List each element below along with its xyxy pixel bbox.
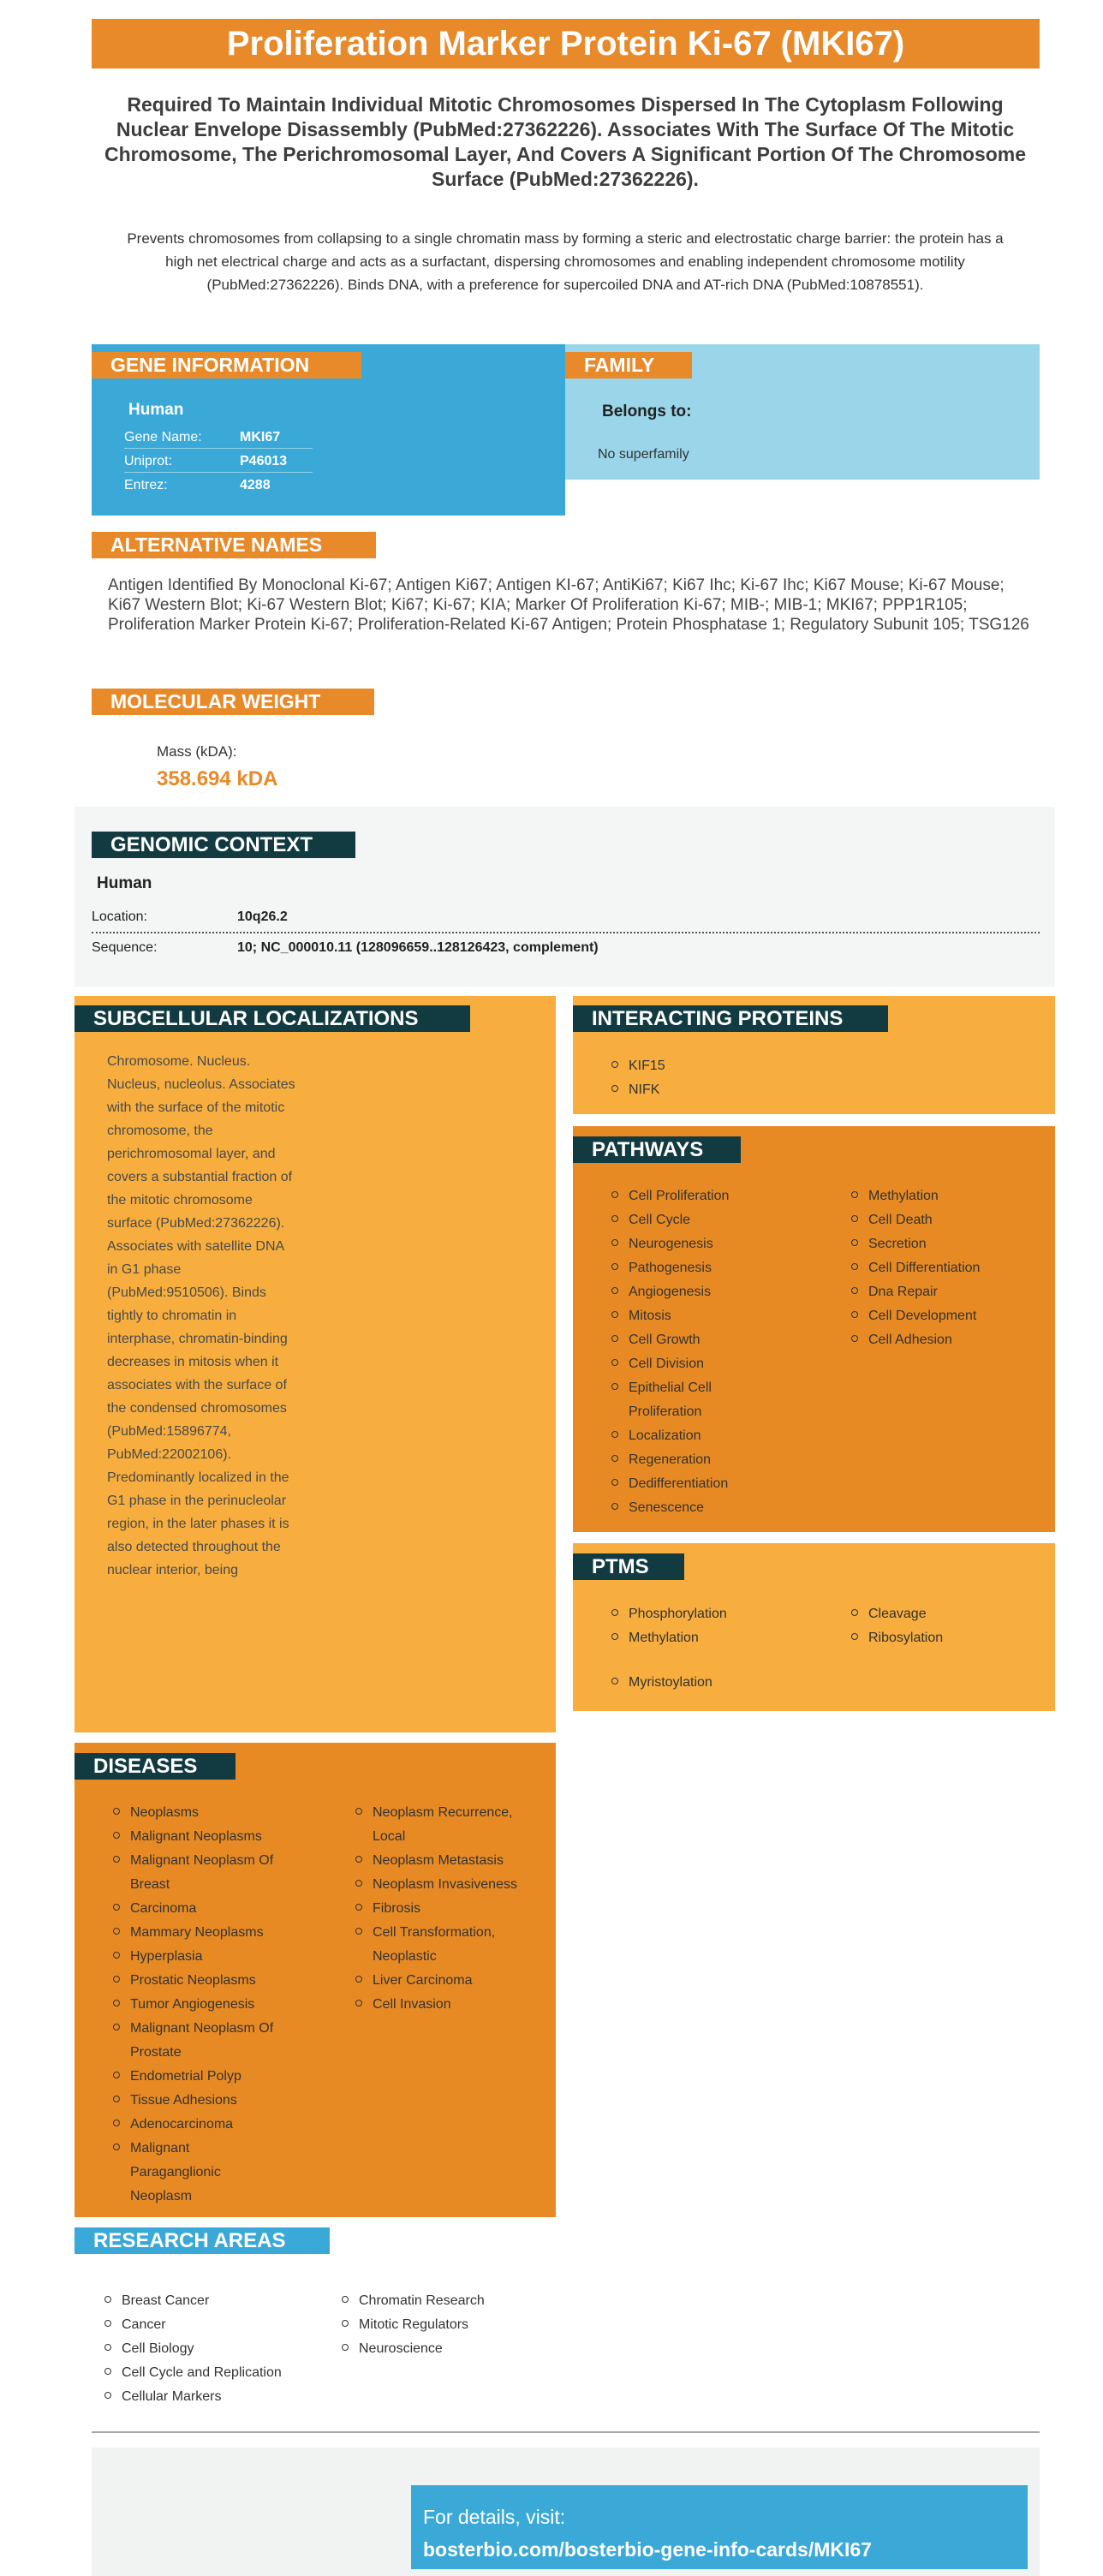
ptms-list-2 [850, 1602, 943, 1650]
list-item: Malignant Paraganglionic Neoplasm [111, 2137, 231, 2209]
molecular-weight-header: MOLECULAR WEIGHT [92, 689, 374, 715]
list-item: Phosphorylation [610, 1602, 727, 1626]
details-callout[interactable] [411, 2485, 1028, 2569]
gene-name-label: Gene Name: [124, 430, 202, 444]
family-value: No superfamily [598, 447, 689, 462]
entrez-label: Entrez: [124, 478, 168, 492]
list-item: Tissue Adhesions [111, 2089, 325, 2113]
research-areas-list-1 [103, 2289, 282, 2409]
page-title: Proliferation Marker Protein Ki-67 (MKI67) [92, 19, 1040, 69]
list-item: Cell Growth [610, 1328, 828, 1352]
list-item: Carcinoma [111, 1897, 325, 1921]
list-item: Cell Proliferation [610, 1184, 828, 1208]
list-item: Cell Cycle [610, 1208, 828, 1232]
sequence-row [92, 933, 1040, 963]
list-item: Myristoylation [610, 1671, 712, 1695]
genomic-context-header: GENOMIC CONTEXT [92, 832, 355, 858]
list-item: Ribosylation [850, 1626, 943, 1650]
list-item: Endometrial Polyp [111, 2065, 325, 2089]
sequence-value: 10; NC_000010.11 (128096659..128126423, complement) [237, 940, 599, 955]
list-item: KIF15 [610, 1054, 665, 1078]
list-item: NIFK [610, 1078, 665, 1102]
list-item: Cell Biology [103, 2337, 282, 2361]
list-item: Cell Development [850, 1304, 1046, 1328]
ptms-list-3 [610, 1671, 712, 1695]
list-item: Regeneration [610, 1448, 828, 1472]
interacting-proteins-header: INTERACTING PROTEINS [573, 1005, 888, 1032]
list-item: Cell Adhesion [850, 1328, 1046, 1352]
list-item: Pathogenesis [610, 1256, 828, 1280]
list-item: Chromatin Research [340, 2289, 485, 2313]
list-item: Epithelial Cell Proliferation [610, 1376, 738, 1424]
ptms-list-1 [610, 1602, 727, 1650]
protein-summary: Required To Maintain Individual Mitotic Chromosomes Dispersed In The Cytoplasm Following Nuclear Envelope Disassembly (PubMed:27362226). Associates With The Surface Of The Mitotic Chromosome, The Perichromosomal Layer, And Covers A Significant Portion Of The Chromosome Surface (PubMed:27362226). [104, 93, 1027, 190]
footer-divider [92, 2431, 1040, 2433]
list-item: Neoplasm Recurrence, Local [354, 1801, 534, 1849]
list-item: Mitotic Regulators [340, 2313, 485, 2337]
list-item: Neoplasm Invasiveness [354, 1873, 551, 1897]
list-item: Malignant Neoplasm Of Breast [111, 1849, 308, 1897]
gene-name-value: MKI67 [240, 430, 281, 444]
list-item: Cell Death [850, 1208, 1046, 1232]
list-item: Senescence [610, 1496, 828, 1520]
research-areas-header: RESEARCH AREAS [75, 2227, 330, 2254]
list-item: Cell Cycle and Replication [103, 2361, 282, 2385]
gene-information-header: GENE INFORMATION [92, 352, 361, 379]
sequence-label: Sequence: [92, 940, 158, 955]
pathways-list-2 [850, 1184, 1046, 1352]
mass-value: 358.694 kDA [157, 767, 278, 790]
list-item: Methylation [610, 1626, 727, 1650]
details-label: For details, visit: [423, 2506, 566, 2528]
list-item: Adenocarcinoma [111, 2113, 325, 2137]
list-item: Fibrosis [354, 1897, 551, 1921]
list-item: Malignant Neoplasm Of Prostate [111, 2017, 308, 2065]
list-item: Neoplasm Metastasis [354, 1849, 551, 1873]
diseases-list-2 [354, 1801, 551, 2017]
ptms-header: PTMS [573, 1553, 684, 1580]
list-item: Neuroscience [340, 2337, 485, 2361]
mass-label: Mass (kDA): [157, 743, 237, 760]
alternative-names-text: Antigen Identified By Monoclonal Ki-67; Antigen Ki67; Antigen KI-67; AntiKi67; Ki67 Ihc; Ki-67 Ihc; Ki67 Mouse; Ki-67 Mouse; Ki67 Western Blot; Ki-67 Western Blot; Ki67; Ki-67; KIA; Marker Of Proliferation Ki-67; MIB-; MIB-1; MKI67; PPP1R105; Proliferation Marker Protein Ki-67; Proliferation-Related Ki-67 Antigen; Protein Phosphatase 1; Regulatory Subunit 105; TSG126 [108, 576, 1029, 634]
family-header: FAMILY [565, 352, 692, 379]
entrez-value: 4288 [240, 478, 271, 492]
entrez-row [124, 474, 313, 497]
list-item: Neurogenesis [610, 1232, 828, 1256]
diseases-header: DISEASES [75, 1753, 236, 1780]
list-item: Mitosis [610, 1304, 828, 1328]
list-item: Tumor Angiogenesis [111, 1993, 325, 2017]
list-item: Breast Cancer [103, 2289, 282, 2313]
protein-description: Prevents chromosomes from collapsing to a single chromatin mass by forming a steric and electrostatic charge barrier: the protein has a high net electrical charge and acts as a surfactant, dispersing chromosomes and enabling independent chromosome motility (PubMed:27362226). Binds DNA, with a preference for supercoiled DNA and AT-rich DNA (PubMed:10878551). [127, 230, 1004, 293]
list-item: Methylation [850, 1184, 1046, 1208]
list-item: Angiogenesis [610, 1280, 828, 1304]
uniprot-value: P46013 [240, 454, 288, 468]
uniprot-row [124, 450, 313, 473]
family-belongs-label: Belongs to: [602, 402, 692, 420]
pathways-list-1 [610, 1184, 828, 1520]
alternative-names-header: ALTERNATIVE NAMES [92, 532, 376, 558]
diseases-list-1 [111, 1801, 325, 2209]
pathways-header: PATHWAYS [573, 1136, 741, 1163]
list-item: Prostatic Neoplasms [111, 1969, 325, 1993]
list-item: Localization [610, 1424, 828, 1448]
list-item: Cellular Markers [103, 2385, 282, 2409]
interacting-proteins-list [610, 1054, 665, 1102]
list-item: Cell Division [610, 1352, 828, 1376]
list-item: Cancer [103, 2313, 282, 2337]
location-value: 10q26.2 [237, 909, 288, 924]
list-item: Cell Invasion [354, 1993, 551, 2017]
research-areas-list-2 [340, 2289, 485, 2361]
uniprot-label: Uniprot: [124, 454, 173, 468]
list-item: Dna Repair [850, 1280, 1046, 1304]
gene-name-row [124, 426, 313, 449]
list-item: Dedifferentiation [610, 1472, 828, 1496]
details-link[interactable]: bosterbio.com/bosterbio-gene-info-cards/MKI67 [423, 2538, 872, 2561]
list-item: Cleavage [850, 1602, 943, 1626]
list-item: Secretion [850, 1232, 1046, 1256]
list-item: Neoplasms [111, 1801, 325, 1825]
location-row [92, 903, 1040, 932]
list-item: Cell Differentiation [850, 1256, 1046, 1280]
genomic-species: Human [97, 874, 152, 892]
subcellular-header: SUBCELLULAR LOCALIZATIONS [75, 1005, 470, 1032]
list-item: Liver Carcinoma [354, 1969, 551, 1993]
gene-species: Human [128, 401, 184, 419]
list-item: Hyperplasia [111, 1945, 325, 1969]
list-item: Cell Transformation, Neoplastic [354, 1921, 534, 1969]
list-item: Mammary Neoplasms [111, 1921, 325, 1945]
subcellular-text: Chromosome. Nucleus. Nucleus, nucleolus. Associates with the surface of the mitotic chromosome, the perichromosomal layer, and covers a substantial fraction of the mitotic chromosome surface (PubMed:27362226). Associates with satellite DNA in G1 phase (PubMed:9510506). Binds tightly to chromatin in interphase, chromatin-binding decreases in mitosis when it associates with the surface of the condensed chromosomes (PubMed:15896774, PubMed:22002106). Predominantly localized in the G1 phase in the perinucleolar region, in the later phases it is also detected throughout the nuclear interior, being [107, 1054, 295, 1577]
list-item: Malignant Neoplasms [111, 1825, 325, 1849]
location-label: Location: [92, 909, 147, 924]
